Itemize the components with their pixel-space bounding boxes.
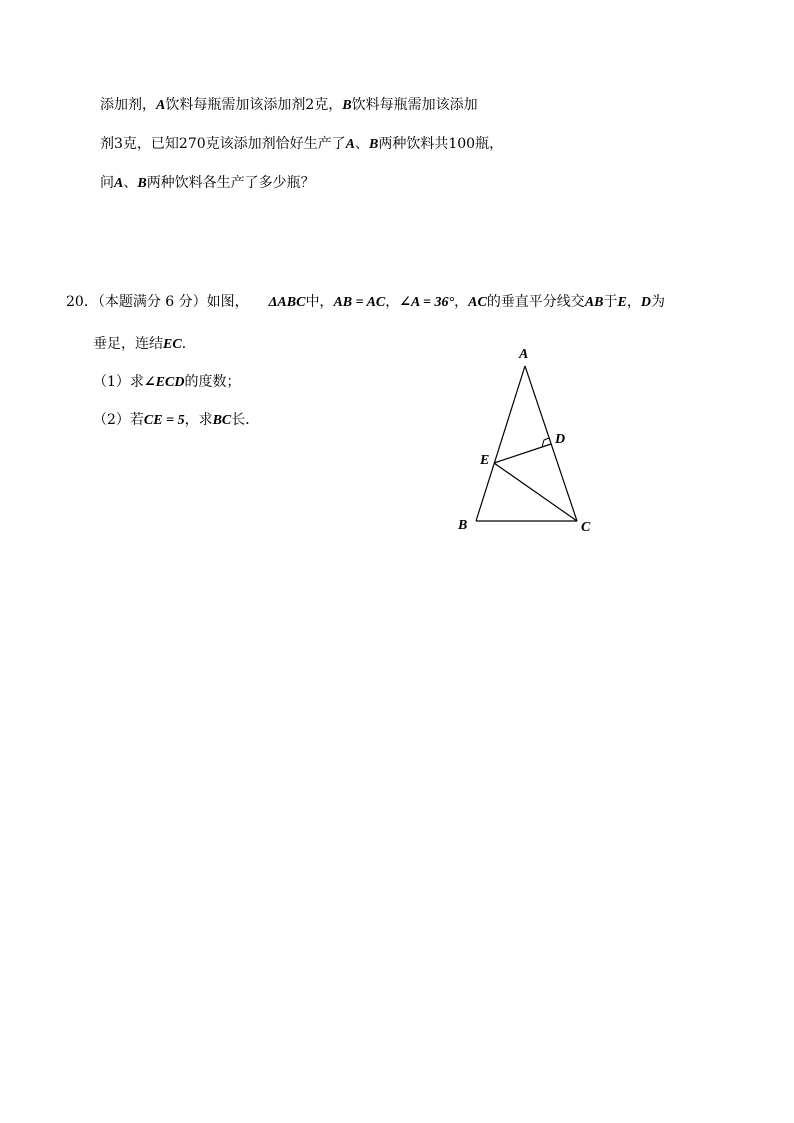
text: ， [626,294,641,310]
text: 两种饮料共 [378,136,449,152]
side-ac [525,366,577,521]
segment-bc: BC [212,413,232,428]
variable-a: A [114,176,124,191]
number: 100 [448,136,476,152]
text: 为 [650,294,665,310]
text: ． [181,336,196,352]
condition-ab-eq-ac: AB = AC [333,295,386,310]
text: 两种饮料各生产了多少瓶？ [146,175,315,191]
variable-b: B [342,98,352,113]
text: 如图， [206,294,249,310]
segment-ac: AC [468,295,487,310]
side-ab [476,366,525,521]
label-d: D [555,432,566,447]
text: 、 [355,136,369,152]
point-d: D [640,295,651,310]
label-a: A [519,347,529,362]
text: 饮料每瓶需加该添加剂 [165,97,306,113]
text: 的度数； [184,374,241,390]
segment-ec: EC [163,337,182,352]
segment-ab: AB [584,295,604,310]
condition-angle-a: ∠A = 36° [399,295,455,310]
problem-number: 20． [66,294,98,310]
number: 3 [114,136,123,152]
label-b: B [458,518,468,533]
text: ，求 [184,412,213,428]
number: 270 [178,136,206,152]
label-e: E [480,453,490,468]
number: 2 [305,97,315,113]
triangle-abc: ΔABC [268,295,306,310]
text: ， [454,294,469,310]
angle-ecd: ∠ECD [143,375,185,390]
segment-ec-line [494,463,577,521]
point-e: E [617,295,627,310]
text: 中， [305,294,334,310]
label-c: C [581,520,591,535]
text: 的垂直平分线交 [486,294,585,310]
text: 克，已知 [122,136,179,152]
text: 求 [129,374,144,390]
text: 克该添加剂恰好生产了 [205,136,346,152]
text: 瓶， [475,136,504,152]
text: 长． [231,412,260,428]
question-label: （1） [93,374,130,390]
question-label: （2） [93,412,130,428]
text: 剂 [100,136,114,152]
text: 饮料每瓶需加该添加 [351,97,478,113]
text: 若 [129,412,144,428]
variable-a: A [345,137,355,152]
text: 问 [100,175,114,191]
text: ， [385,294,400,310]
points: （本题满分 6 分） [97,294,207,310]
condition-ce-eq-5: CE = 5 [143,413,185,428]
variable-a: A [156,98,166,113]
text: 添加剂， [100,97,156,113]
variable-b: B [137,176,147,191]
text: 、 [123,175,138,191]
text: 克， [314,97,343,113]
text: 于 [603,294,618,310]
variable-b: B [369,137,379,152]
text: 垂足，连结 [93,336,163,352]
